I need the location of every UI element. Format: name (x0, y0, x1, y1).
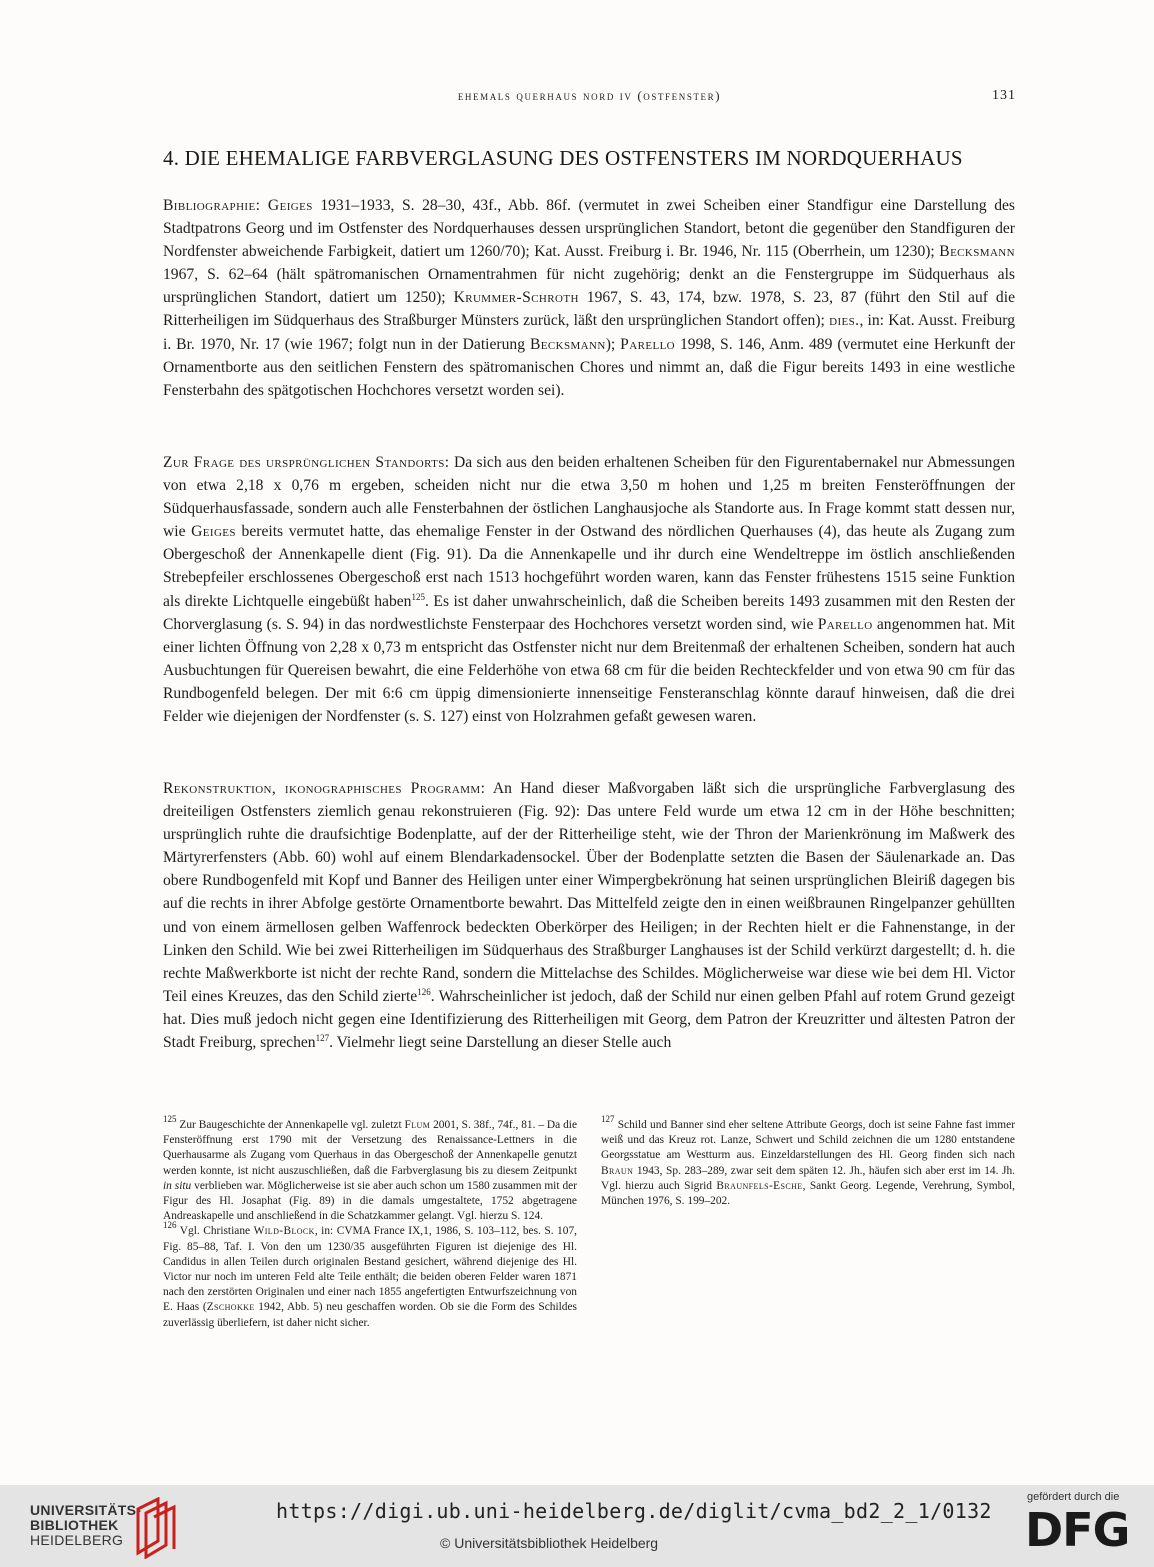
italic-in-situ: in situ (163, 1179, 192, 1192)
text-run: . Vielmehr liegt seine Darstellung an dieser Stelle auch (329, 1034, 672, 1052)
dfg-logo[interactable] (1025, 1491, 1140, 1561)
author-parello: Parello (620, 335, 676, 353)
text-run: angenommen hat. Mit einer lichten Öffnung von 2,28 x 0,73 m entspricht das Ostfenster nicht nur dem Breitenmaß der erhaltenen Scheiben, sondern hat auch Ausbuchtungen für Quereisen bewahrt, die eine Felderhöhe von etwa 68 cm für die beiden Rechteckfelder und von etwa 90 cm für das Rundbogenfeld belegen. Der mit 6:6 cm üppig dimensionierte innenseitige Fensteranschlag könnte darauf hinweisen, daß die drei Felder wie diejenigen der Nordfenster (s. S. 127) einst von Holzrahmen gefaßt gewesen waren. (163, 615, 1015, 726)
footer-bar (0, 1485, 1154, 1567)
author-zschokke: Zschokke (206, 1301, 255, 1314)
footnotes (163, 1114, 1015, 1331)
text-run: , Sankt Georg. Legende, Verehrung, Symbol, München 1976, S. 199–202. (601, 1179, 1015, 1208)
author-krummer-schroth: Krummer-Schroth (453, 289, 579, 307)
footnote-125 (163, 1114, 578, 1224)
author-flum: Flum (404, 1119, 431, 1131)
standort-label: Zur Frage des ursprünglichen Standorts: (163, 454, 450, 471)
footnotes-left-column (163, 1114, 578, 1331)
page-header (163, 88, 1016, 110)
footnote-127 (601, 1114, 1015, 1209)
text-run: bereits vermutet hatte, das ehemalige Fenster in der Ostwand des nördlichen Querhauses (4), das heute als Zugang zum Obergeschoß der Annenkapelle dient (Fig. 91). Da die Annenkapelle und ihr durch eine Wendeltreppe im östlich anschließenden Strebepfeiler erschlossenes Obergeschoß erst nach 1513 hochgeführt worden waren, kann das Fenster frühestens 1515 seine Funktion als direkte Lichtquelle eingebüßt haben (163, 523, 1015, 610)
footnote-ref-126[interactable]: 126 (417, 986, 431, 997)
footnote-number: 126 (163, 1220, 177, 1231)
author-geiges: Geiges (191, 523, 236, 541)
ub-heidelberg-logo[interactable] (30, 1497, 270, 1557)
author-geiges: Geiges (267, 197, 313, 214)
footnote-ref-125[interactable]: 125 (411, 591, 425, 602)
chapter-title: 4. DIE EHEMALIGE FARBVERGLASUNG DES OSTFENSTERS IM NORDQUERHAUS (163, 146, 963, 170)
text-run: 2001, S. 38f., 74f., 81. – Da die Fensteröffnung erst 1790 mit der Versetzung des Renaissance-Lettners in die Querhausarme als Zugang vom Querhaus in das Obergeschoß der Annenkapelle genutzt werden konnte, ist nicht auszuschließen, daß die Farbverglasung bis zu diesem Zeitpunkt (163, 1119, 578, 1177)
text-run: ); (605, 335, 621, 353)
footnote-ref-127[interactable]: 127 (315, 1033, 330, 1044)
text-run: 1998, S. 146, Anm. 489 (vermutet eine Herkunft der Ornamentborte aus den seitlichen Fenstern des spätromanischen Chores und nimmt an, daß die Figur bereits 1493 in eine westliche Fensterbahn des spätgotischen Hochchores versetzt worden sei). (163, 335, 1015, 399)
author-braunfels-esche: Braunfels-Esche (716, 1179, 803, 1192)
author-becksmann: Becksmann (939, 243, 1015, 261)
text-run: 1931–1933, S. 28–30, 43f., Abb. 86f. (vermutet in zwei Scheiben einer Standfigur eine Darstellung des Stadtpatrons Georg und im Ostfenster des Nordquerhauses dessen ursprünglichen Standort, betont die gegenüber den Standfiguren der Nordfenster abweichende Farbigkeit, datiert um 1260/70); Kat. Ausst. Freiburg i. Br. 1946, Nr. 115 (Oberrhein, um 1230); (163, 197, 1016, 261)
text-run: 1943, Sp. 283–289, zwar seit dem späten 12. Jh., häufen sich aber erst im 14. Jh. Vgl. hierzu auch Sigrid (601, 1164, 1015, 1192)
dfg-wordmark: DFG (1025, 1503, 1130, 1557)
footnote-number: 125 (163, 1114, 177, 1124)
text-run: 1942, Abb. 5) neu geschaffen worden. Ob sie die Form des Schildes zuverlässig überliefern, ist daher nicht sicher. (163, 1301, 577, 1329)
logo-line: BIBLIOTHEK (30, 1517, 119, 1533)
bibliographie-label: Bibliographie: (163, 197, 261, 214)
logo-line: UNIVERSITÄTS- (30, 1502, 142, 1518)
text-run: , in: Kat. Ausst. Freiburg i. Br. 1970, Nr. 17 (wie 1967; folgt nun in der Datierung (163, 312, 1016, 353)
text-run: 1967, S. 62–64 (hält spätromanischen Ornamentrahmen für nicht zugehörig; denkt an die Fenstergruppe im Südquerhaus als ursprünglichen Standort, datiert um 1250); (163, 266, 1015, 307)
copyright-text: © Universitätsbibliothek Heidelberg (440, 1535, 659, 1551)
author-braun: Braun (601, 1164, 634, 1177)
text-run: verblieben war. Möglicherweise ist sie aber auch schon um 1580 zusammen mit der Figur des Hl. Josaphat (Fig. 89) in die damals umgestaltete, 1752 abgetragene Andreaskapelle und anschließend in die Schatzkammer gelangt. Vgl. hierzu S. 124. (163, 1179, 577, 1223)
rekonstruktion-label: Rekonstruktion, ikonographisches Programm: (163, 780, 486, 797)
text-run: Zur Baugeschichte der Annenkapelle vgl. zuletzt (176, 1119, 405, 1131)
footnote-number: 127 (601, 1114, 615, 1124)
logo-line: HEIDELBERG (30, 1532, 124, 1548)
text-run: Da sich aus den beiden erhaltenen Scheiben für den Figurentabernakel nur Abmessungen von etwa 2,18 x 0,76 m ergeben, scheiden nicht nur die etwa 3,50 m hohen und 1,25 m breiten Fensteröffnungen der Südquerhausfassade, sondern auch alle Fensterbahnen der östlichen Langhausjoche als Standorte aus. In Frage kommt statt dessen nur, wie (163, 454, 1015, 541)
footnote-126 (163, 1220, 577, 1330)
author-becksmann: Becksmann (529, 335, 606, 353)
author-dies: dies. (829, 312, 860, 330)
dfg-label: gefördert durch die (1027, 1491, 1120, 1503)
rekonstruktion-paragraph (163, 777, 1015, 1054)
text-run: , in: CVMA France IX,1, 1986, S. 103–112, bes. S. 107, Fig. 85–88, Taf. I. Von den um 1230/35 ausgeführten Figuren ist diejenige des Hl. Candidus in allen Teilen durch originalen Bestand gesichert, während diejenige des Hl. Victor nur noch im unteren Feld alte Teile enthält; die beiden oberen Felder waren 1871 nach den zerstörten Originalen und einer nach 1855 angefertigten Entwurfszeichnung von E. Haas ( (163, 1225, 577, 1314)
text-run: Schild und Banner sind eher seltene Attribute Georgs, doch ist seine Fahne fast immer weiß und das Kreuz rot. Lanze, Schwert und Schild zeichnen die um 1280 entstandene Georgsstatue am Westturm aus. Einzeldarstellungen des Hl. Georg finden sich nach (601, 1119, 1015, 1162)
book-mark-icon (120, 1497, 190, 1559)
standort-paragraph (163, 451, 1015, 728)
running-head: ehemals querhaus nord iv (ostfenster) (457, 88, 722, 103)
text-run: . Wahrscheinlicher ist jedoch, daß der Schild nur einen gelben Pfahl auf rotem Grund gezeigt hat. Dies muß jedoch nicht gegen eine Identifizierung des Ritterheiligen mit Georg, dem Patron der Kreuzritter und ältesten Patron der Stadt Freiburg, sprechen (163, 987, 1015, 1052)
footnotes-right-column (601, 1114, 1015, 1331)
bibliographie-paragraph (163, 194, 1015, 402)
author-wild-block: Wild-Block (253, 1225, 315, 1238)
text-run: An Hand dieser Maßvorgaben läßt sich die ursprüngliche Farbverglasung des dreiteiligen Ostfensters ziemlich genau rekonstruieren (Fig. 92): Das untere Feld wurde um etwa 12 cm in der Höhe beschnitten; ursprünglich ruhte die draufsichtige Bodenplatte, auf der der Ritterheilige steht, wie der Thron der Marienkrönung im Maßwerk des Märtyrerfensters (Abb. 60) wohl auf einem Blendarkadensockel. Über der Bodenplatte setzten die Basen der Säulenarkade an. Das obere Rundbogenfeld mit Kopf und Banner des Heiligen unter einer Wimpergbekrönung hat seinen ursprünglichen Bleiriß dagegen bis auf die rechts in ihrer Abfolge gestörte Ornamentborte bewahrt. Das Mittelfeld zeigte den in einen weißbraunen Ringelpanzer gehüllten und von einem ärmellosen gelben Waffenrock bedeckten Oberkörper des Heiligen; in der Rechten hielt er die Fahnenstange, in der Linken den Schild. Wie bei zwei Ritterheiligen im Südquerhaus des Straßburger Langhauses ist der Schild verkürzt dargestellt; d. h. die rechte Maßwerkborte ist nicht der rechte Rand, sondern die Mittelachse des Schildes. Möglicherweise war diese wie bei dem Hl. Victor Teil eines Kreuzes, das den Schild zierte (163, 780, 1015, 1005)
text-run: 1967, S. 43, 174, bzw. 1978, S. 23, 87 (führt den Stil auf die Ritterheiligen im Südquerhaus des Straßburger Münsters zurück, läßt den ursprünglichen Standort offen); (163, 289, 1015, 330)
author-parello: Parello (817, 615, 873, 633)
text-run: Vgl. Christiane (176, 1225, 254, 1238)
document-url-link[interactable]: https://digi.ub.uni-heidelberg.de/diglit/cvma_bd2_2_1/0132 (276, 1499, 992, 1523)
page-number: 131 (992, 88, 1016, 103)
text-run: . Es ist daher unwahrscheinlich, daß die Scheiben bereits 1493 zusammen mit den Resten der Chorverglasung (s. S. 94) in das nordwestlichste Fensterpaar des Hochchores versetzt worden sind, wie (163, 592, 1015, 633)
